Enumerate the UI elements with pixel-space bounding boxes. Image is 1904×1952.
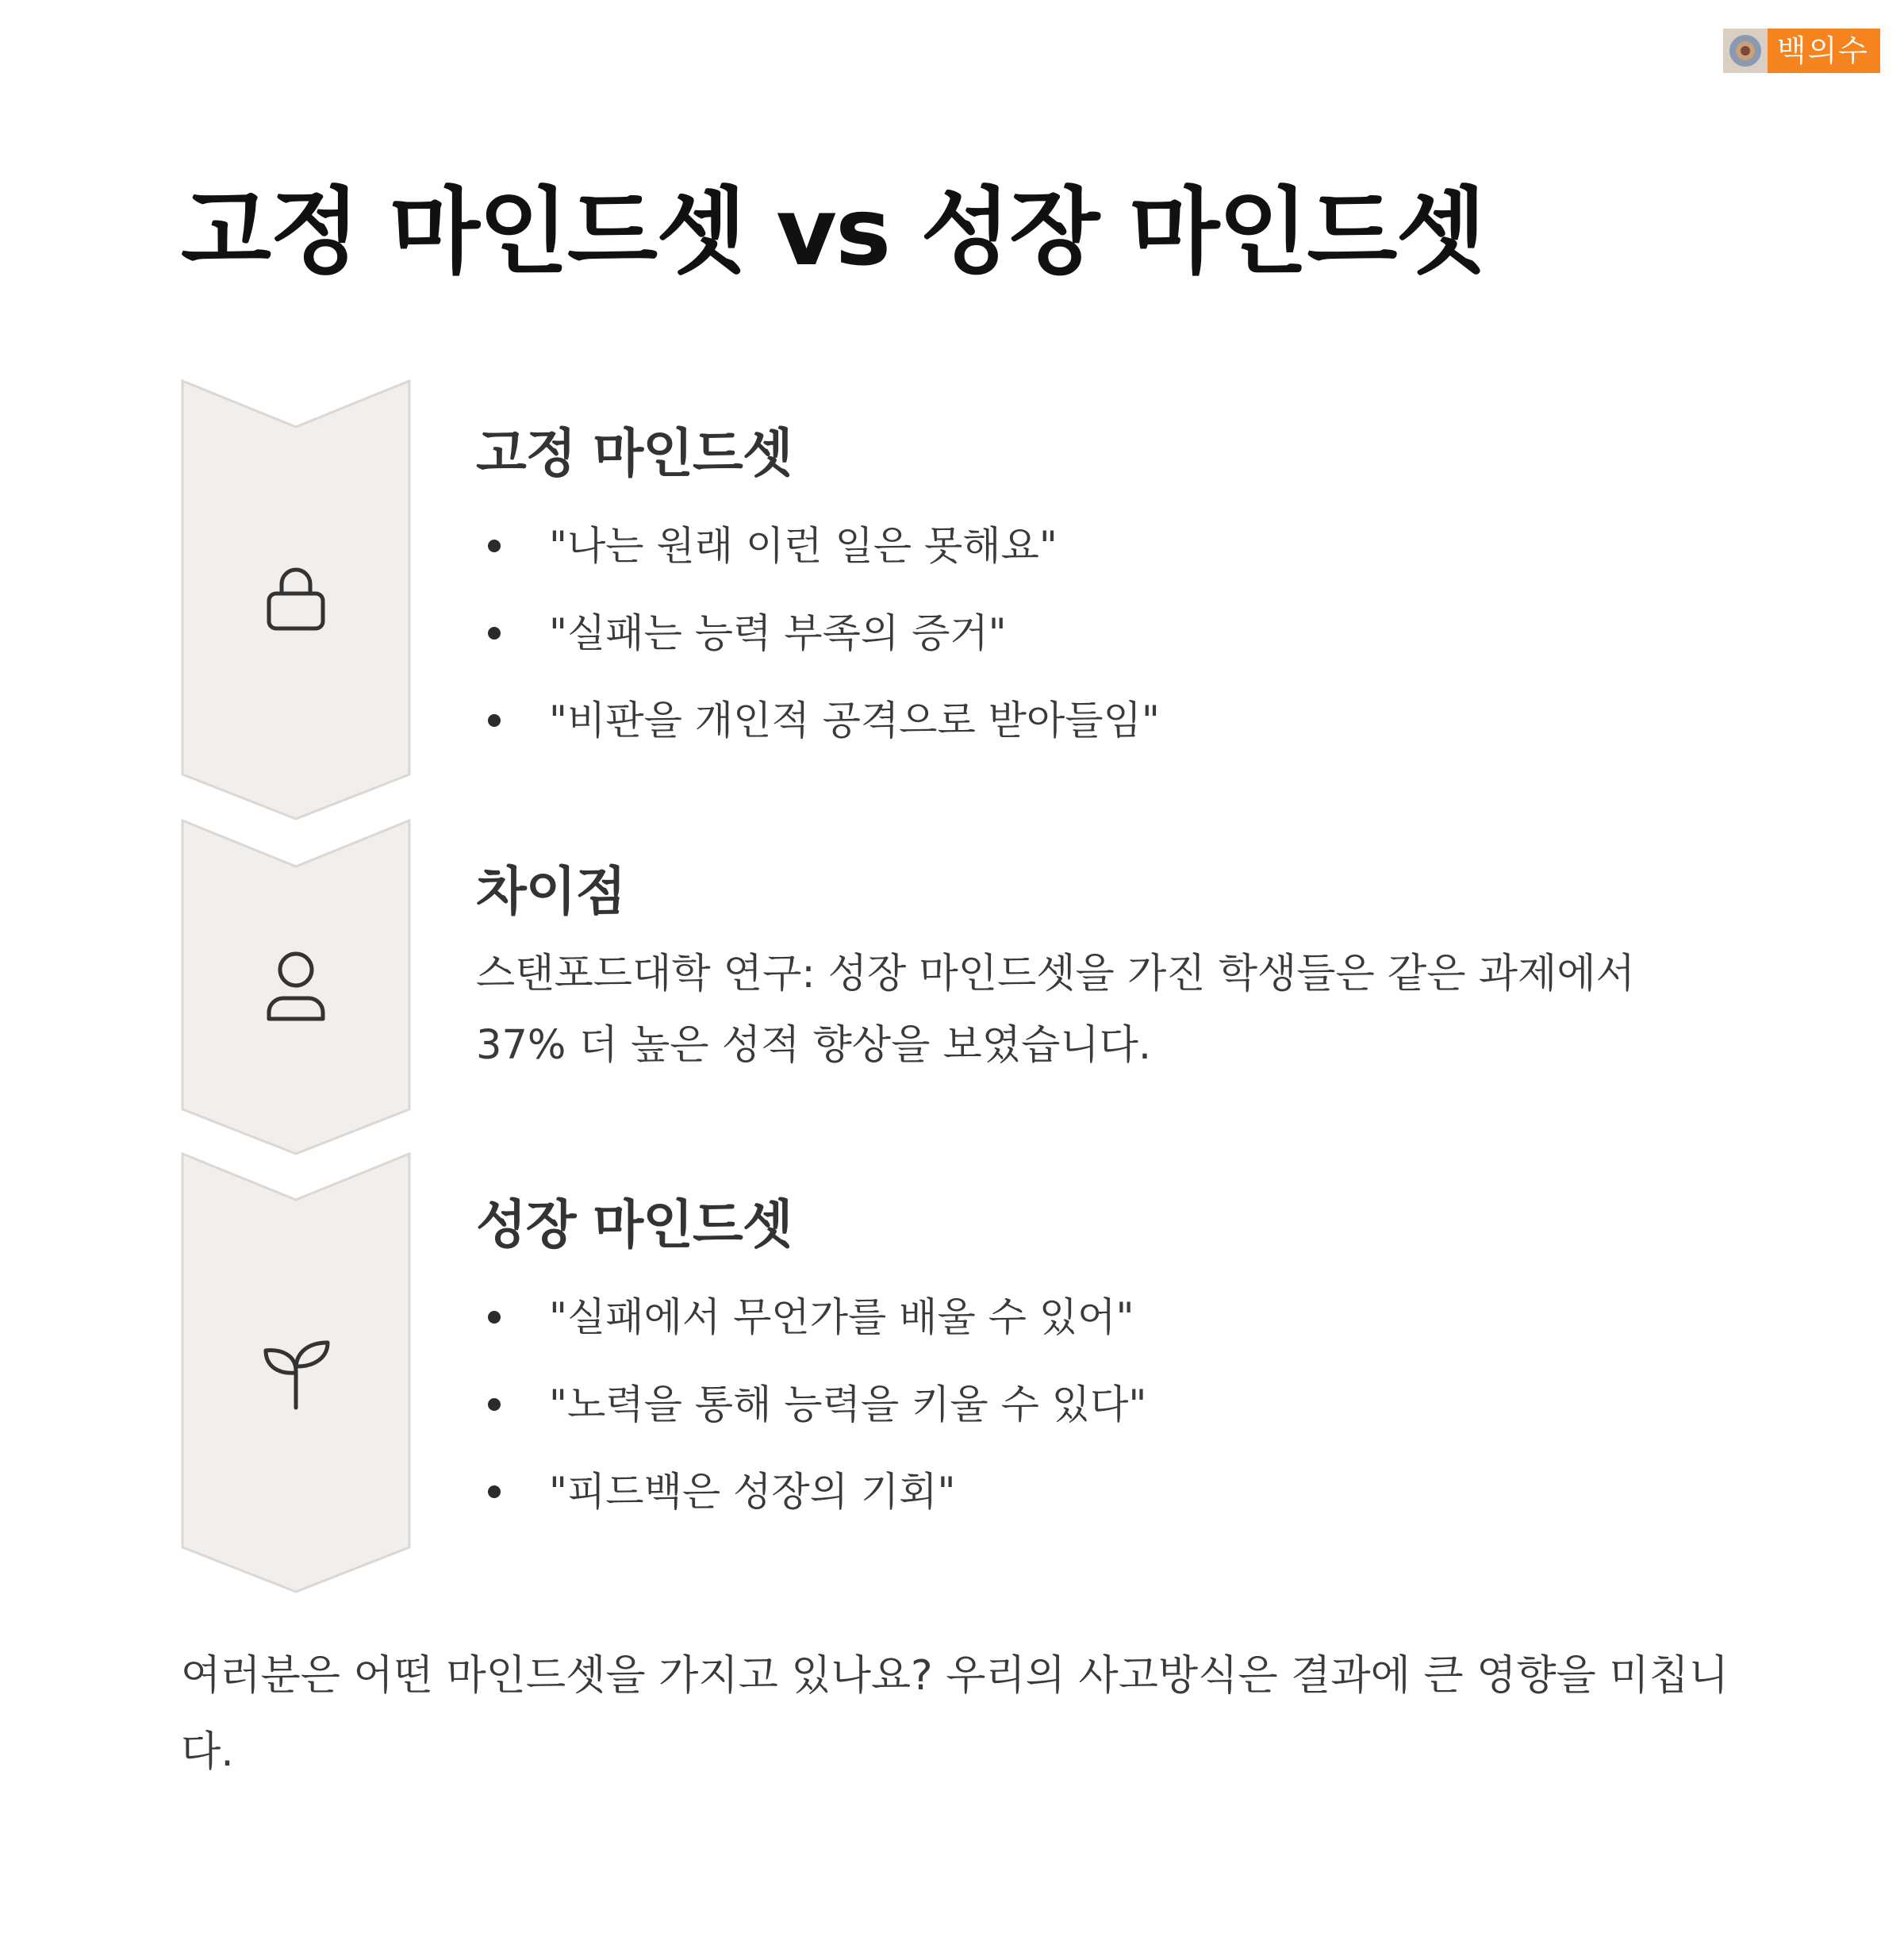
section-heading: 차이점 <box>476 861 626 922</box>
brand-seal-icon <box>1723 29 1768 73</box>
brand-logo <box>1723 29 1880 73</box>
section-heading: 고정 마인드셋 <box>476 423 793 484</box>
chevron-step-2 <box>181 819 411 1155</box>
lock-icon <box>264 563 328 635</box>
bullet-list <box>476 502 1714 764</box>
list-item: "피드백은 성장의 기회" <box>476 1448 1714 1535</box>
list-item: "노력을 통해 능력을 키울 수 있다" <box>476 1361 1714 1448</box>
section-text: 스탠포드대학 연구: 성장 마인드셋을 가진 학생들은 같은 과제에서 37% 더 높은 성적 향상을 보였습니다. <box>476 951 1635 1070</box>
closing-text: 여러분은 어떤 마인드셋을 가지고 있나요? 우리의 사고방식은 결과에 큰 영향을 미칩니다. <box>181 1652 1729 1776</box>
section-growth-mindset <box>476 1193 1714 1535</box>
list-item: "비판을 개인적 공격으로 받아들임" <box>476 677 1714 764</box>
chevron-step-1 <box>181 379 411 820</box>
section-heading: 성장 마인드셋 <box>476 1194 793 1255</box>
page-title: 고정 마인드셋 vs 성장 마인드셋 <box>181 177 1485 286</box>
person-icon <box>263 949 329 1025</box>
chevron-step-3 <box>181 1152 411 1593</box>
list-item: "나는 원래 이런 일은 못해요" <box>476 502 1714 590</box>
section-difference <box>476 860 1714 1082</box>
sprout-icon <box>258 1335 334 1411</box>
list-item: "실패는 능력 부족의 증거" <box>476 590 1714 677</box>
brand-name: 백의수 <box>1768 29 1880 73</box>
list-item: "실패에서 무언가를 배울 수 있어" <box>476 1274 1714 1361</box>
bullet-list <box>476 1274 1714 1535</box>
section-fixed-mindset <box>476 422 1714 764</box>
